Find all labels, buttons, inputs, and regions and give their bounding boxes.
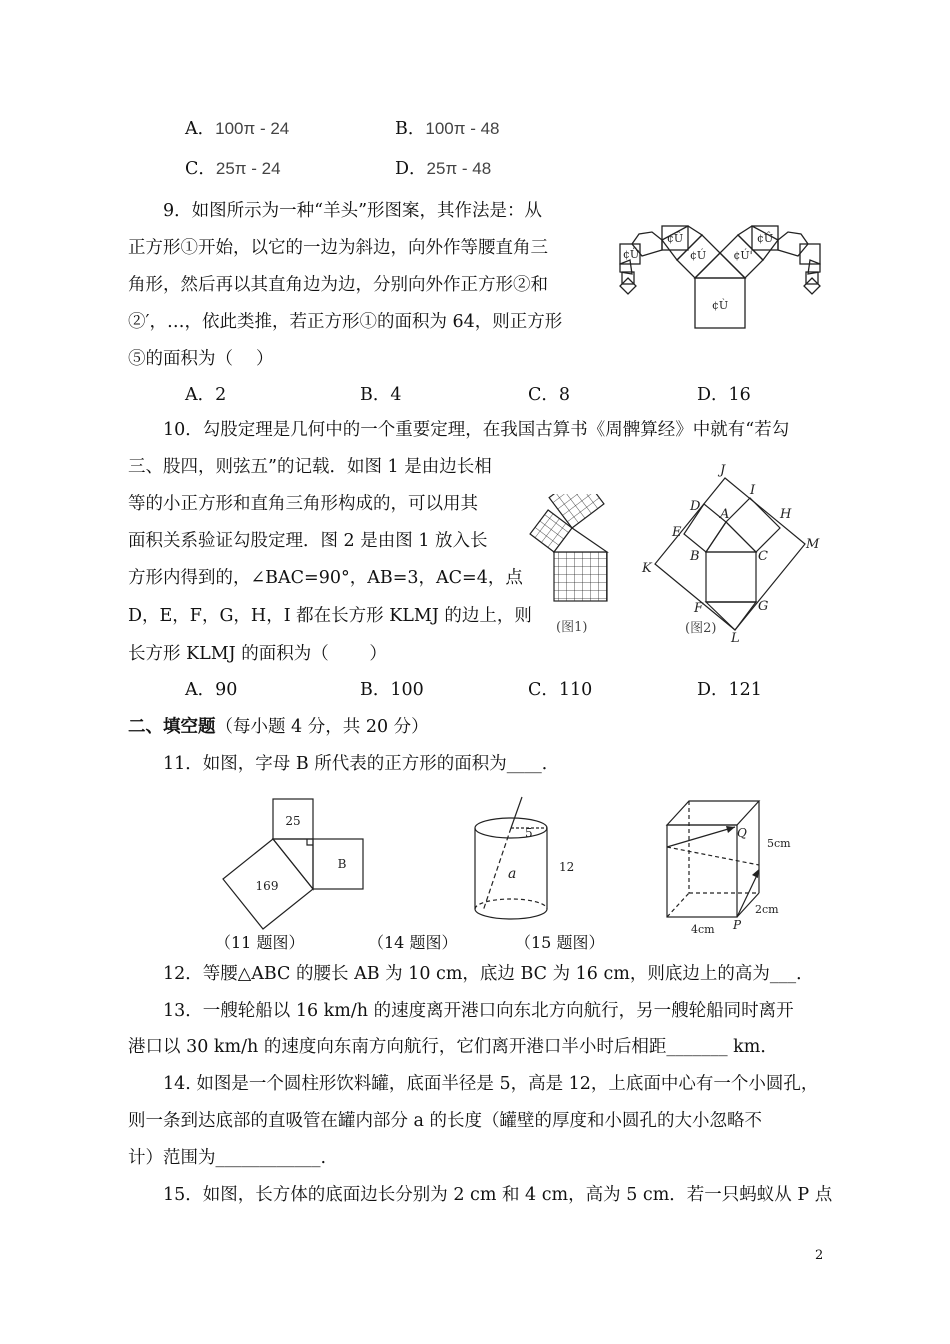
- q10-line-6: D，E，F，G，H，I 都在长方形 KLMJ 的边上，则: [128, 606, 532, 626]
- q11-caption: （11 题图）: [215, 933, 305, 952]
- q14-line-1: 14. 如图是一个圆柱形饮料罐，底面半径是 5，高是 12，上底面中心有一个小圆孔，: [163, 1074, 819, 1094]
- q9-line-4: ②′，…，依此类推，若正方形①的面积为 64，则正方形: [128, 312, 563, 332]
- point-l: L: [731, 631, 740, 645]
- width-2cm: 2cm: [755, 903, 779, 916]
- point-h: H: [780, 507, 792, 522]
- q14-caption: （14 题图）: [368, 933, 458, 952]
- square-b-label: B: [337, 857, 347, 871]
- square-4-label: ¢Ü: [622, 248, 640, 261]
- q10-line-7: 长方形 KLMJ 的面积为（ ）: [128, 644, 387, 664]
- page-number: 2: [815, 1248, 824, 1263]
- radius-label: 5: [525, 826, 533, 840]
- q10-figure-1: [526, 494, 632, 638]
- square-2-label: ¢Ú: [689, 249, 707, 262]
- q15-caption: （15 题图）: [515, 933, 605, 952]
- q9-option-c: C．8: [528, 385, 571, 405]
- q10-option-c: C．110: [528, 680, 593, 700]
- point-f: F: [694, 601, 704, 616]
- q10-option-a: A．90: [185, 680, 238, 700]
- point-p: P: [733, 918, 742, 932]
- q10-line-4: 面积关系验证勾股定理．图 2 是由图 1 放入长: [128, 531, 488, 551]
- section-2-heading: 二、填空题（每小题 4 分，共 20 分）: [128, 717, 429, 737]
- q9-option-b: B．4: [360, 385, 402, 405]
- q11-text: 11．如图，字母 B 所代表的正方形的面积为____．: [163, 754, 560, 774]
- square-2prime-label: ¢Ú': [733, 249, 753, 262]
- height-5cm: 5cm: [767, 837, 791, 850]
- q9-line-3: 角形，然后再以其直角边为边，分别向外作正方形②和: [128, 275, 548, 295]
- q10-line-3: 等的小正方形和直角三角形构成的，可以用其: [128, 494, 478, 514]
- q10-line-5: 方形内得到的，∠BAC=90°，AB=3，AC=4，点: [128, 568, 523, 588]
- q10-line-2: 三、股四，则弦五”的记载．如图 1 是由边长相: [128, 457, 492, 477]
- point-i: I: [750, 483, 756, 498]
- point-q: Q: [737, 826, 747, 840]
- square-1-label: ¢Ù: [711, 299, 729, 312]
- square-25-label: 25: [285, 814, 301, 828]
- q13-line-1: 13．一艘轮船以 16 km/h 的速度离开港口向东北方向航行，另一艘轮船同时离开: [163, 1001, 794, 1021]
- point-c: C: [758, 549, 768, 564]
- q8-option-a: A．100π - 24: [185, 119, 290, 139]
- q9-line-5: ⑤的面积为（ ）: [128, 349, 274, 369]
- q10-option-d: D．121: [697, 680, 762, 700]
- point-b: B: [690, 549, 700, 564]
- straw-label: a: [508, 866, 517, 882]
- point-g: G: [758, 599, 769, 614]
- q10-line-1: 10．勾股定理是几何中的一个重要定理，在我国古算书《周髀算经》中就有“若勾: [163, 420, 790, 440]
- square-3-label: ¢Û: [666, 232, 684, 245]
- q14-figure: [465, 795, 585, 925]
- q14-line-3: 计）范围为____________.: [128, 1148, 327, 1168]
- ram-head-figure: [612, 222, 842, 330]
- q9-option-d: D．16: [697, 385, 751, 405]
- q8-option-b: B．100π - 48: [395, 119, 500, 139]
- q8-option-d: D．25π - 48: [395, 159, 492, 179]
- point-a: A: [720, 507, 730, 522]
- square-3prime-label: ¢Û: [756, 232, 774, 245]
- point-j: J: [720, 463, 726, 478]
- q8-option-c: C．25π - 24: [185, 159, 281, 179]
- q10-option-b: B．100: [360, 680, 424, 700]
- point-d: D: [690, 499, 701, 514]
- q9-option-a: A．2: [185, 385, 227, 405]
- point-m: M: [806, 537, 820, 552]
- q11-figure: [215, 795, 370, 935]
- q9-line-1: 9．如图所示为一种“羊头”形图案，其作法是：从: [163, 201, 543, 221]
- q9-line-2: 正方形①开始，以它的一边为斜边，向外作等腰直角三: [128, 238, 548, 258]
- point-e: E: [672, 525, 682, 540]
- q12-text: 12．等腰△ABC 的腰长 AB 为 10 cm，底边 BC 为 16 cm，则底边上的高为___．: [163, 964, 814, 984]
- fig1-caption: (图1): [556, 620, 588, 635]
- q15-text: 15．如图，长方体的底面边长分别为 2 cm 和 4 cm，高为 5 cm．若一只蚂蚁从 P 点: [163, 1185, 833, 1205]
- point-k: K: [642, 561, 652, 576]
- length-4cm: 4cm: [691, 923, 715, 936]
- square-169-label: 169: [255, 879, 279, 893]
- q10-figure-2: [640, 460, 830, 645]
- q13-line-2: 港口以 30 km/h 的速度向东南方向航行，它们离开港口半小时后相距_______ km．: [128, 1037, 778, 1057]
- height-label: 12: [559, 860, 575, 874]
- fig2-caption: (图2): [685, 621, 717, 636]
- q15-figure: [655, 795, 805, 940]
- q14-line-2: 则一条到达底部的直吸管在罐内部分 a 的长度（罐壁的厚度和小圆孔的大小忽略不: [128, 1111, 763, 1131]
